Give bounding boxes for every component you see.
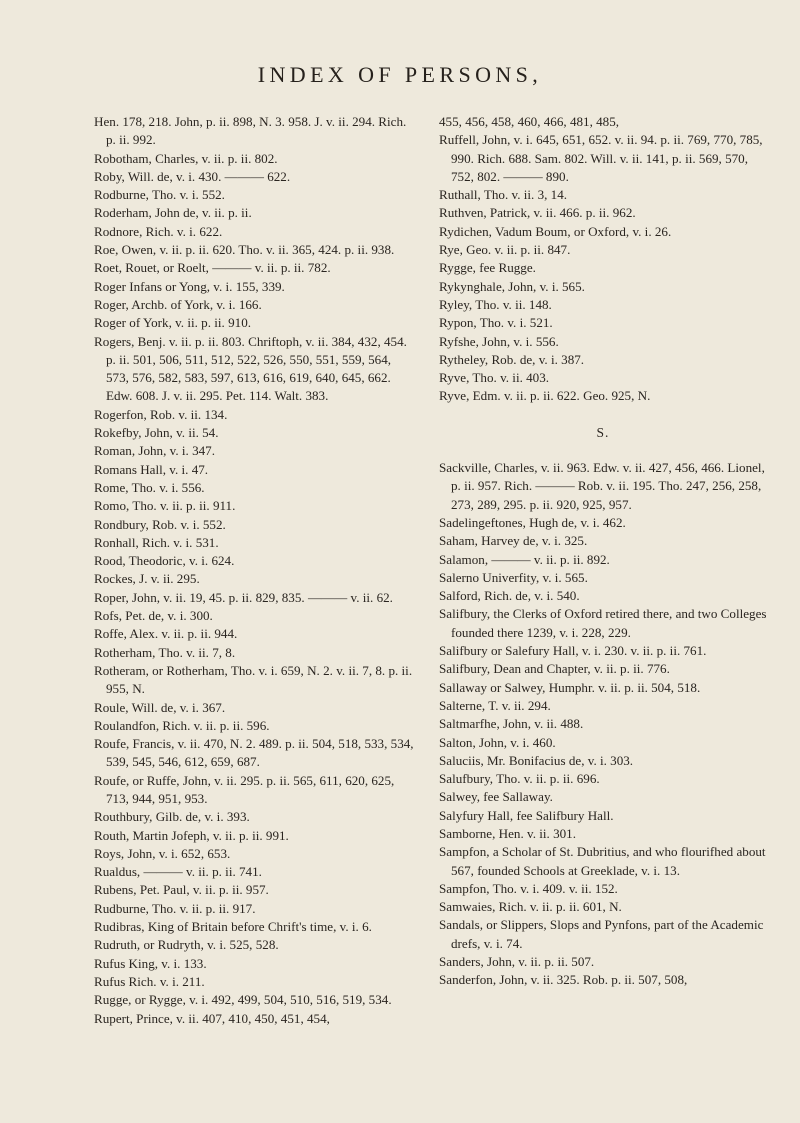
index-entry: Roule, Will. de, v. i. 367. [94, 699, 226, 715]
index-entry: Romo, Tho. v. ii. p. ii. 911. [94, 498, 236, 514]
index-entry: Rodburne, Tho. v. i. 552. [94, 187, 225, 203]
index-entry: Rydichen, Vadum Boum, or Oxford, v. i. 26. [439, 223, 672, 239]
index-entry: Roffe, Alex. v. ii. p. ii. 944. [94, 626, 238, 642]
index-entry: Sanderfon, John, v. ii. 325. Rob. p. ii. 507, 508, [439, 972, 688, 988]
index-entry: 455, 456, 458, 460, 466, 481, 485, [439, 114, 620, 129]
index-entry: Sallaway or Salwey, Humphr. v. ii. p. ii. 504, 518. [439, 679, 701, 695]
index-entry: Rotheram, or Rotherham, Tho. v. i. 659, N. 2. v. ii. 7, 8. p. ii. 955, N. [94, 662, 413, 697]
index-entry: Rytheley, Rob. de, v. i. 387. [439, 351, 585, 367]
index-entry: Ryve, Edm. v. ii. p. ii. 622. Geo. 925, N. [439, 388, 651, 404]
index-entry: Salton, John, v. i. 460. [439, 734, 556, 750]
index-entry: Roman, John, v. i. 347. [94, 443, 215, 459]
index-entry: Hen. 178, 218. John, p. ii. 898, N. 3. 958. J. v. ii. 294. Rich. p. ii. 992. [94, 114, 407, 148]
index-entry: Rofs, Pet. de, v. i. 300. [94, 608, 213, 624]
index-entry: Roys, John, v. i. 652, 653. [94, 845, 231, 861]
index-entry: Rygge, fee Rugge. [439, 260, 536, 276]
right-column [439, 113, 767, 990]
index-entry: Salufbury, Tho. v. ii. p. ii. 696. [439, 771, 600, 787]
r-entries [439, 113, 767, 406]
index-entry: Ryve, Tho. v. ii. 403. [439, 370, 550, 386]
index-entry: Salford, Rich. de, v. i. 540. [439, 588, 580, 604]
index-entry: Routhbury, Gilb. de, v. i. 393. [94, 809, 250, 825]
index-entry: Saltmarfhe, John, v. ii. 488. [439, 716, 584, 732]
index-entry: Salerno Univerfity, v. i. 565. [439, 569, 588, 585]
index-entry: Salyfury Hall, fee Salifbury Hall. [439, 807, 614, 823]
index-entry: Rypon, Tho. v. i. 521. [439, 315, 553, 331]
index-entry: Roger of York, v. ii. p. ii. 910. [94, 315, 252, 331]
index-entry: Roufe, or Ruffe, John, v. ii. 295. p. ii. 565, 611, 620, 625, 713, 944, 951, 953. [94, 772, 395, 806]
index-entry: Sandals, or Slippers, Slops and Pynfons, part of the Academic drefs, v. i. 74. [439, 917, 764, 951]
index-entry: Rupert, Prince, v. ii. 407, 410, 450, 451, 454, [94, 1010, 330, 1026]
index-entry: Salwey, fee Sallaway. [439, 789, 553, 805]
index-entry: Rome, Tho. v. i. 556. [94, 479, 205, 495]
index-entry: Romans Hall, v. i. 47. [94, 461, 209, 477]
index-entry: Salifbury, Dean and Chapter, v. ii. p. ii. 776. [439, 661, 670, 677]
index-entry: Rufus Rich. v. i. 211. [94, 973, 205, 989]
index-entry: Roger, Archb. of York, v. i. 166. [94, 296, 262, 312]
index-entry: Sampfon, Tho. v. i. 409. v. ii. 152. [439, 880, 618, 896]
index-entry: Ruffell, John, v. i. 645, 651, 652. v. ii. 94. p. ii. 769, 770, 785, 990. Rich. 688. Sam. 802. Will. v. ii. 141, p. ii. 569, 570, 752, 802. ——— 890. [439, 132, 763, 184]
index-entry: Rokefby, John, v. ii. 54. [94, 425, 219, 441]
index-entry: Rualdus, ——— v. ii. p. ii. 741. [94, 864, 262, 880]
section-letter-s: S. [596, 424, 610, 440]
left-column [94, 113, 416, 1028]
index-entry: Rogers, Benj. v. ii. p. ii. 803. Chriftoph, v. ii. 384, 432, 454. p. ii. 501, 506, 511, 512, 522, 526, 550, 551, 559, 564, 573, 576, 582, 583, 597, 613, 616, 619, 640, 645, 662. Edw. 608. J. v. ii. 295. Pet. 114. Walt. 383. [94, 333, 407, 404]
index-entry: Rye, Geo. v. ii. p. ii. 847. [439, 242, 571, 258]
index-entry: Salamon, ——— v. ii. p. ii. 892. [439, 551, 610, 567]
s-entries [439, 459, 767, 990]
index-entry: Roby, Will. de, v. i. 430. ——— 622. [94, 168, 291, 184]
index-entry: Robotham, Charles, v. ii. p. ii. 802. [94, 150, 278, 166]
index-entry: Rudibras, King of Britain before Chrift's time, v. i. 6. [94, 919, 372, 935]
index-entry: Roulandfon, Rich. v. ii. p. ii. 596. [94, 717, 270, 733]
index-entry: Rotherham, Tho. v. ii. 7, 8. [94, 644, 236, 660]
index-entry: Rufus King, v. i. 133. [94, 955, 207, 971]
index-entry: Roet, Rouet, or Roelt, ——— v. ii. p. ii. 782. [94, 260, 331, 276]
index-entry: Roper, John, v. ii. 19, 45. p. ii. 829, 835. ——— v. ii. 62. [94, 589, 393, 605]
index-entry: Saluciis, Mr. Bonifacius de, v. i. 303. [439, 752, 634, 768]
index-entry: Sadelingeftones, Hugh de, v. i. 462. [439, 514, 626, 530]
page-title: INDEX OF PERSONS, [257, 62, 543, 87]
index-entry: Rudburne, Tho. v. ii. p. ii. 917. [94, 900, 256, 916]
index-entry: Samborne, Hen. v. ii. 301. [439, 825, 576, 841]
index-entry: Sampfon, a Scholar of St. Dubritius, and who flourifhed about 567, founded Schools at Greeklade, v. i. 13. [439, 844, 766, 878]
index-entry: Rodnore, Rich. v. i. 622. [94, 223, 223, 239]
index-entry: Roderham, John de, v. ii. p. ii. [94, 205, 252, 221]
index-entry: Roufe, Francis, v. ii. 470, N. 2. 489. p. ii. 504, 518, 533, 534, 539, 545, 546, 612, 659, 687. [94, 736, 414, 770]
index-entry: Sackville, Charles, v. ii. 963. Edw. v. ii. 427, 456, 466. Lionel, p. ii. 957. Rich. ——— Rob. v. ii. 195. Tho. 247, 256, 258, 273, 289, 295. p. ii. 920, 925, 957. [439, 460, 765, 512]
index-entry: Roe, Owen, v. ii. p. ii. 620. Tho. v. ii. 365, 424. p. ii. 938. [94, 242, 395, 258]
index-entry: Rugge, or Rygge, v. i. 492, 499, 504, 510, 516, 519, 534. [94, 992, 392, 1008]
index-entry: Rogerfon, Rob. v. ii. 134. [94, 406, 228, 422]
index-entry: Ryley, Tho. v. ii. 148. [439, 296, 552, 312]
index-entry: Rondbury, Rob. v. i. 552. [94, 516, 226, 532]
index-entry: Saham, Harvey de, v. i. 325. [439, 533, 588, 549]
index-entry: Salifbury or Salefury Hall, v. i. 230. v. ii. p. ii. 761. [439, 643, 707, 659]
index-entry: Rood, Theodoric, v. i. 624. [94, 553, 235, 569]
index-entry: Salifbury, the Clerks of Oxford retired there, and two Colleges founded there 1239, v. i. 228, 229. [439, 606, 767, 640]
index-entry: Roger Infans or Yong, v. i. 155, 339. [94, 278, 285, 294]
index-entry: Ryfshe, John, v. i. 556. [439, 333, 559, 349]
index-entry: Ronhall, Rich. v. i. 531. [94, 534, 219, 550]
index-entry: Samwaies, Rich. v. ii. p. ii. 601, N. [439, 899, 622, 915]
index-entry: Routh, Martin Jofeph, v. ii. p. ii. 991. [94, 827, 289, 843]
index-entry: Ruthven, Patrick, v. ii. 466. p. ii. 962. [439, 205, 636, 221]
index-entry: Ruthall, Tho. v. ii. 3, 14. [439, 187, 568, 203]
index-entry: Rykynghale, John, v. i. 565. [439, 278, 585, 294]
index-entry: Sanders, John, v. ii. p. ii. 507. [439, 954, 595, 970]
index-entry: Rudruth, or Rudryth, v. i. 525, 528. [94, 937, 279, 953]
index-entry: Salterne, T. v. ii. 294. [439, 697, 551, 713]
index-entry: Rubens, Pet. Paul, v. ii. p. ii. 957. [94, 882, 269, 898]
index-entry: Rockes, J. v. ii. 295. [94, 571, 200, 587]
